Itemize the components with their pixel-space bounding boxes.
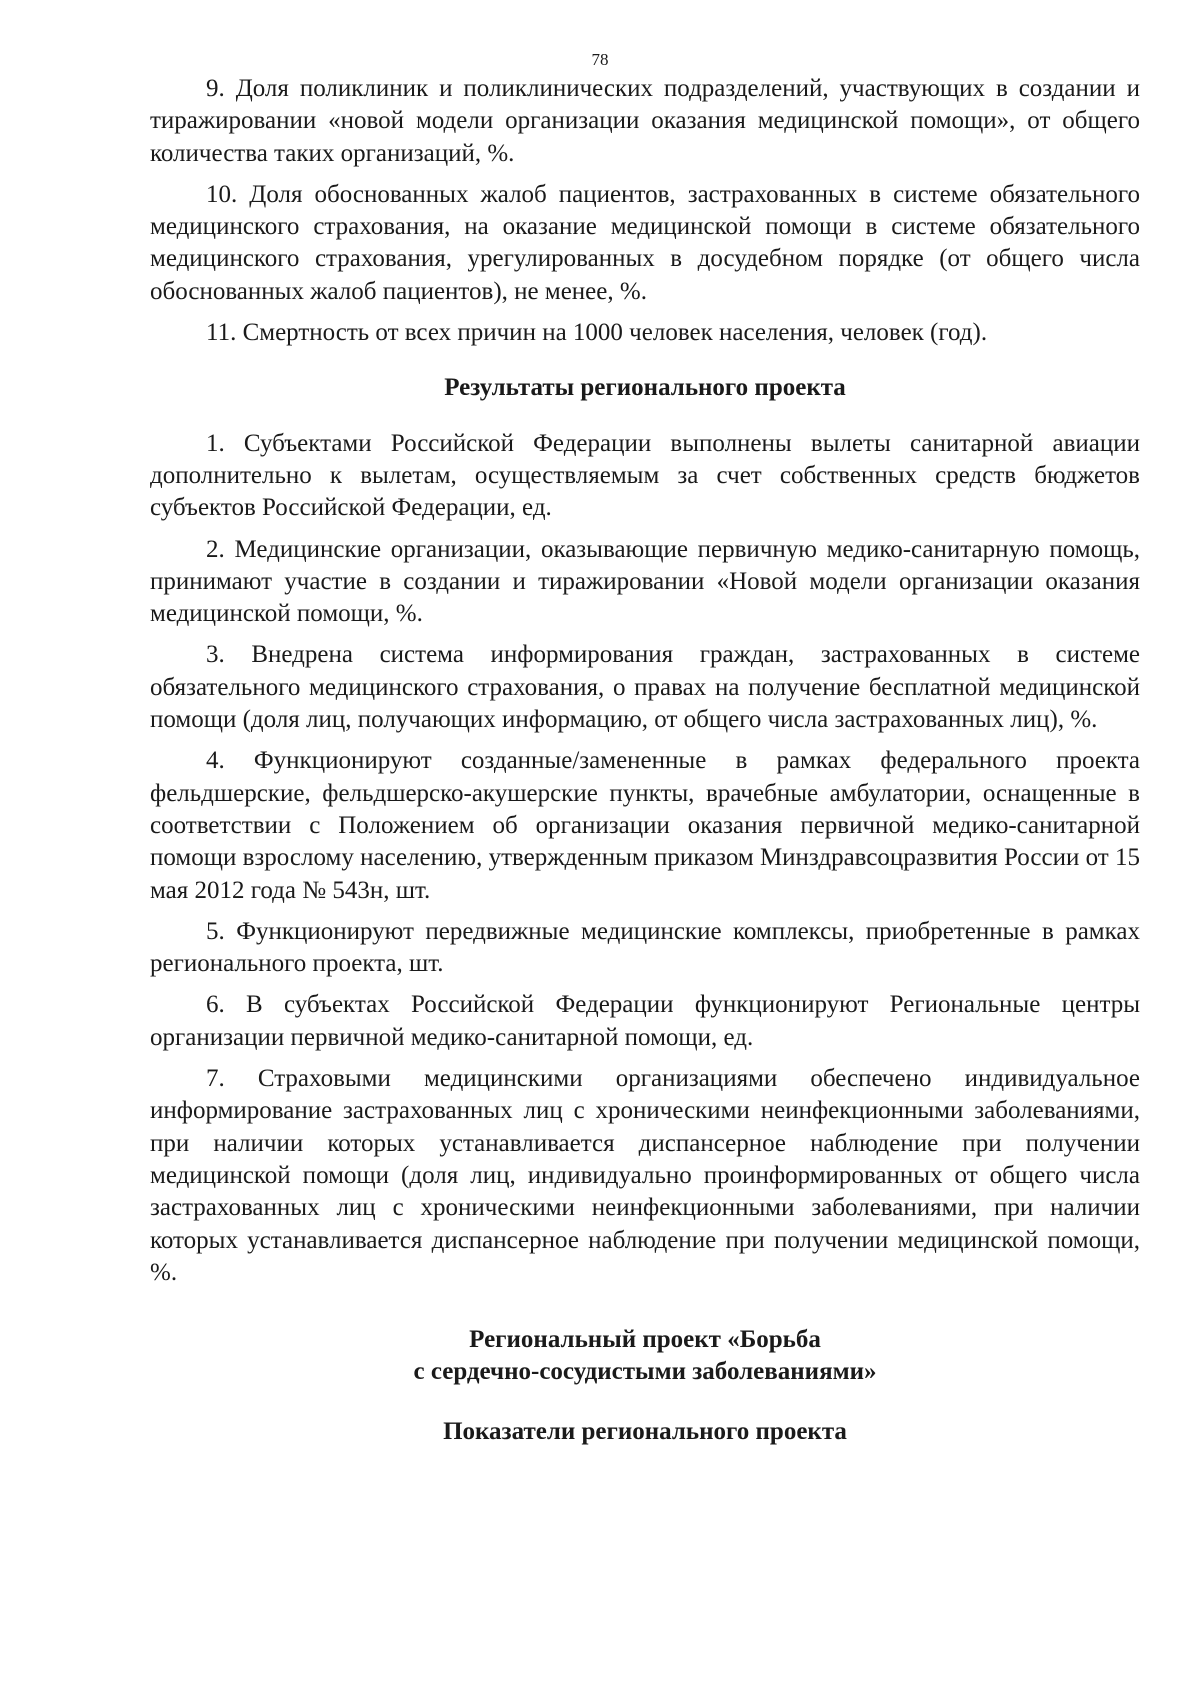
paragraph-result-6: 6. В субъектах Российской Федерации функционируют Региональные центры организации первичной медико-санитарной помощи, ед. [150,991,1140,1051]
document-body [150,73,1140,1448]
page-number: 78 [591,50,609,69]
paragraph-result-4: 4. Функционируют созданные/замененные в рамках федерального проекта фельдшерские, фельдшерско-акушерские пункты, врачебные амбулатории, оснащенные в соответствии с Положением об организации оказания первичной медико-санитарной помощи взрослому населению, утвержденным приказом Минздравсоцразвития России от 15 мая 2012 года № 543н, шт. [150,747,1140,904]
paragraph-indicator-10: 10. Доля обоснованных жалоб пациентов, застрахованных в системе обязательного медицинского страхования, на оказание медицинской помощи в системе обязательного медицинского страхования, урегулированных в досудебном порядке (от общего числа обоснованных жалоб пациентов), не менее, %. [150,180,1140,305]
results-heading: Результаты регионального проекта [444,374,846,402]
paragraph-result-7: 7. Страховыми медицинскими организациями обеспечено индивидуальное информирование застрахованных лиц с хроническими неинфекционными заболеваниями, при наличии которых устанавливается диспансерное наблюдение при получении медицинской помощи (доля лиц, индивидуально проинформированных от общего числа застрахованных лиц с хроническими неинфекционными заболеваниями, при наличии которых устанавливается диспансерное наблюдение при получении медицинской помощи, %. [150,1065,1140,1286]
paragraph-indicator-9: 9. Доля поликлиник и поликлинических подразделений, участвующих в создании и тиражировании «новой модели организации оказания медицинской помощи», от общего количества таких организаций, %. [150,75,1140,167]
paragraph-result-5: 5. Функционируют передвижные медицинские комплексы, приобретенные в рамках регионального проекта, шт. [150,917,1140,978]
project-heading-line-1: Региональный проект «Борьба [469,1326,821,1354]
project-heading-line-2: с сердечно-сосудистыми заболеваниями» [413,1358,877,1386]
paragraph-result-3: 3. Внедрена система информирования граждан, застрахованных в системе обязательного медицинского страхования, о правах на получение бесплатной медицинской помощи (доля лиц, получающих информацию, от общего числа застрахованных лиц), %. [150,641,1140,734]
paragraph-result-1: 1. Субъектами Российской Федерации выполнены вылеты санитарной авиации дополнительно к вылетам, осуществляемым за счет собственных средств бюджетов субъектов Российской Федерации, ед. [150,429,1140,522]
paragraph-result-2: 2. Медицинские организации, оказывающие первичную медико-санитарную помощь, принимают участие в создании и тиражировании «Новой модели организации оказания медицинской помощи, %. [150,535,1140,628]
project-heading [150,1324,1140,1389]
indicators-heading: Показатели регионального проекта [443,1417,847,1445]
paragraph-indicator-11: 11. Смертность от всех причин на 1000 человек населения, человек (год). [206,319,988,347]
